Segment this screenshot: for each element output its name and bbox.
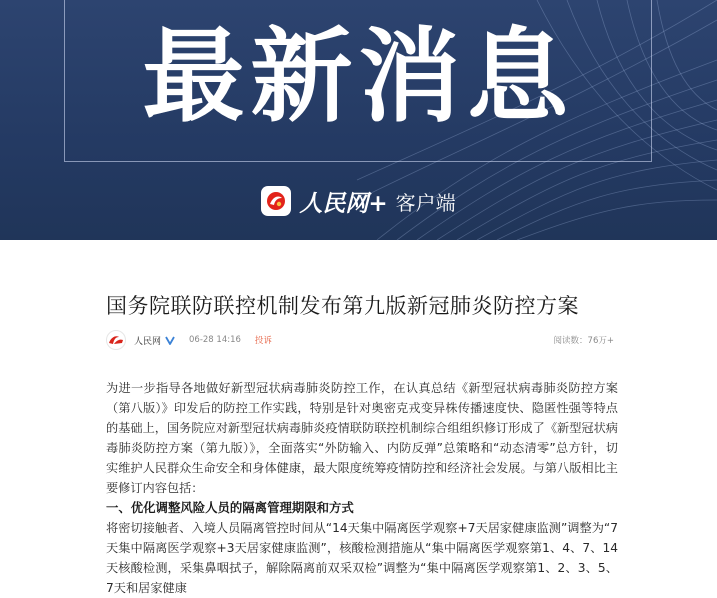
brand-suffix: 客户端: [395, 190, 456, 215]
brand-name: 人民网+: [299, 189, 388, 217]
article-title: 国务院联防联控机制发布第九版新冠肺炎防控方案: [106, 294, 579, 318]
paragraph-intro: 为进一步指导各地做好新型冠状病毒肺炎防控工作，在认真总结《新型冠状病毒肺炎防控方案（第八版）》印发后的防控工作实践，特别是针对奥密克戎变异株传播速度快、隐匿性强等特点的基础上，国务院应对新型冠状病毒肺炎疫情联防联控机制综合组组织修订形成了《新型冠状病毒肺炎防控方案（第九版）》，全面落实“外防输入、内防反弹”总策略和“动态清零”总方针，切实维护人民群众生命安全和身体健康，最大限度统筹疫情防控和经济社会发展。与第八版相比主要修订内容包括：: [106, 381, 618, 495]
banner-title: 最新消息: [142, 18, 575, 137]
author-name[interactable]: 人民网: [134, 336, 162, 347]
author-avatar-icon[interactable]: [106, 330, 126, 350]
article-body: [106, 378, 618, 598]
publish-date: 06-28 14:16: [189, 335, 241, 345]
paragraph-quarantine: 将密切接触者、入境人员隔离管控时间从“14天集中隔离医学观察+7天居家健康监测”调整为“7天集中隔离医学观察+3天居家健康监测”，核酸检测措施从“集中隔离医学观察第1、4、7、14天核酸检测，采集鼻咽拭子，解除隔离前双采双检”调整为“集中隔离医学观察第1、2、3、5、7天和居家健康: [106, 521, 618, 595]
hero-banner: [0, 0, 717, 240]
report-link[interactable]: 投诉: [254, 336, 272, 346]
section-heading: 一、优化调整风险人员的隔离管理期限和方式: [106, 500, 354, 515]
people-daily-logo-icon: [261, 186, 291, 216]
verified-icon: [165, 335, 175, 345]
article-meta: [106, 330, 614, 350]
banner-brand: [0, 180, 717, 222]
read-count: 阅读数：76万+: [553, 336, 614, 346]
